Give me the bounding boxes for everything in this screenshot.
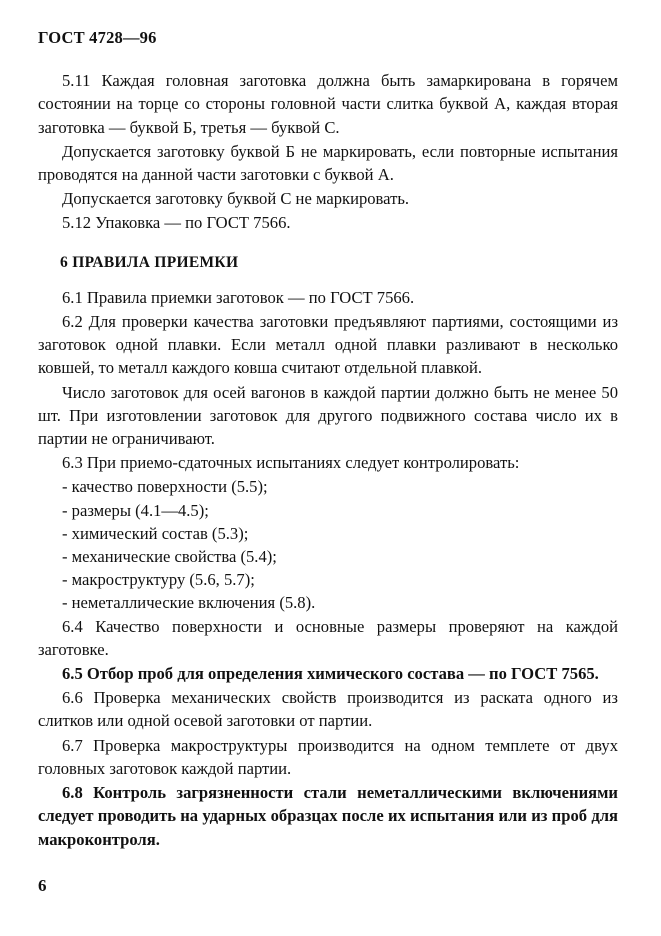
paragraph-6-4: 6.4 Качество поверхности и основные размеры проверяют на каждой заготовке.: [38, 616, 618, 659]
paragraph-5-12: 5.12 Упаковка — по ГОСТ 7566.: [62, 213, 291, 233]
paragraph-5-11-note-b: Допускается заготовку буквой Б не маркировать, если повторные испытания проводятся на данной части заготовки с буквой А.: [38, 141, 618, 185]
paragraph-6-3: 6.3 При приемо-сдаточных испытаниях следует контролировать:: [62, 453, 520, 473]
paragraph-6-1: 6.1 Правила приемки заготовок — по ГОСТ 7566.: [62, 287, 415, 307]
page-number: 6: [38, 876, 47, 895]
document-header-code: ГОСТ 4728—96: [38, 28, 157, 47]
section-6-title: 6 ПРАВИЛА ПРИЕМКИ: [60, 253, 239, 271]
paragraph-6-6: 6.6 Проверка механических свойств производится из раската одного из слитков или одной осевой заготовки от партии.: [38, 688, 618, 731]
paragraph-5-11-note-c: Допускается заготовку буквой С не маркировать.: [62, 189, 410, 209]
paragraph-5-11: 5.11 Каждая головная заготовка должна быть замаркирована в горячем состоянии на торце со стороны головной части слитка буквой А, каждая вторая заготовка — буквой Б, третья — буквой С.: [38, 71, 618, 137]
list-item: - размеры (4.1—4.5);: [62, 500, 209, 520]
list-item: - механические свойства (5.4);: [62, 547, 277, 567]
paragraph-6-8: 6.8 Контроль загрязненности стали неметаллическими включениями следует проводить на ударных образцах после их испытания или из проб для макроконтроля.: [38, 783, 618, 849]
list-item: - макроструктуру (5.6, 5.7);: [62, 570, 255, 590]
control-list: [38, 475, 618, 614]
list-item: - неметаллические включения (5.8).: [62, 593, 316, 613]
list-item: - химический состав (5.3);: [62, 523, 249, 543]
paragraph-6-7: 6.7 Проверка макроструктуры производится на одном темплете от двух головных заготовок каждой партии.: [38, 735, 618, 778]
paragraph-6-2: 6.2 Для проверки качества заготовки предъявляют партиями, состоящими из заготовок одной плавки. Если металл одной плавки разливают в несколько ковшей, то металл каждого ковша считают отдельной плавкой.: [38, 312, 618, 378]
list-item: - качество поверхности (5.5);: [62, 477, 268, 497]
paragraph-6-2-continued: Число заготовок для осей вагонов в каждой партии должно быть не менее 50 шт. При изготовлении заготовок для другого подвижного состава число их в партии не ограничивают.: [38, 382, 618, 449]
document-page: [38, 26, 618, 852]
paragraph-6-5: 6.5 Отбор проб для определения химического состава — по ГОСТ 7565.: [62, 664, 599, 684]
